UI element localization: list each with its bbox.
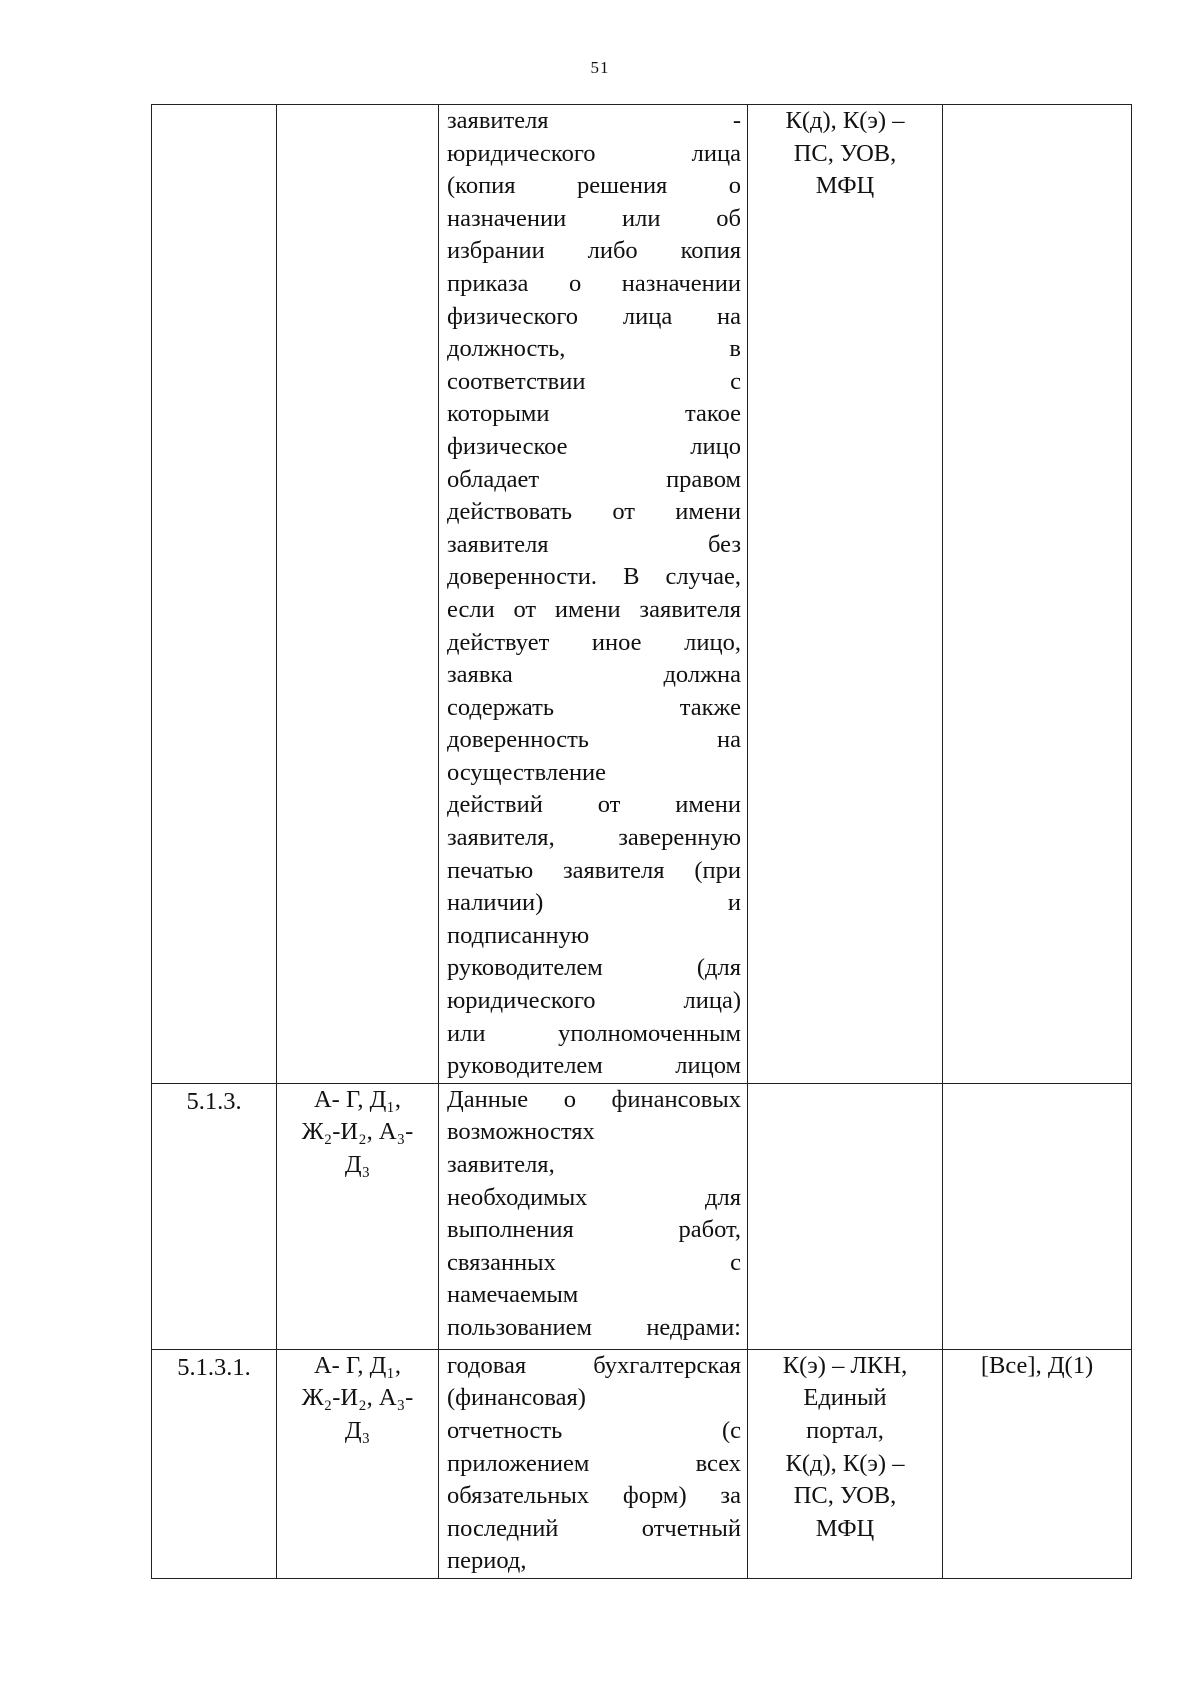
page-number: 51 — [590, 58, 610, 77]
submission-method-line: Единый — [803, 1384, 887, 1412]
requirements-table — [151, 104, 1132, 1579]
submission-method-line: портал, — [806, 1417, 884, 1444]
description-line: заявка должна — [447, 661, 741, 689]
description-line: должность, в — [447, 335, 741, 363]
description-cell — [439, 105, 748, 1084]
description-line: соответствии с — [447, 367, 741, 395]
submission-method-line: К(д), К(э) – — [785, 107, 905, 134]
submission-method-line: МФЦ — [815, 1514, 875, 1542]
description-line: обладает правом — [447, 465, 741, 493]
description-line: выполнения работ, — [447, 1216, 741, 1244]
description-line: избрании либо копия — [447, 237, 741, 265]
description-line: действий от имени — [447, 791, 741, 819]
description-line: заявителя без — [447, 530, 741, 558]
description-line: действует иное лицо, — [447, 628, 741, 656]
item-number: 5.1.3. — [186, 1087, 242, 1115]
item-number-cell — [152, 105, 277, 1084]
submission-method-line: МФЦ — [815, 172, 875, 200]
table-row — [152, 105, 1132, 1084]
description-line: доверенность на — [447, 726, 741, 754]
submission-method-line: ПС, УОВ, — [793, 1482, 897, 1510]
applicability-line: А- Г, Д₁, — [313, 1351, 401, 1379]
submission-method-cell — [748, 1349, 943, 1578]
submission-method-line: К(э) – ЛКН, — [782, 1351, 908, 1379]
submission-method-line: К(д), К(э) – — [785, 1449, 905, 1477]
description-line: физическое лицо — [447, 432, 741, 460]
description-line: осуществление — [447, 758, 607, 786]
description-line: возможностях — [447, 1118, 595, 1146]
description-line: отчетность (с — [447, 1417, 741, 1444]
description-line: обязательных форм) за — [447, 1482, 741, 1510]
description-line: подписанную — [447, 921, 590, 949]
item-number: 5.1.3.1. — [177, 1353, 251, 1381]
description-line: физического лица на — [447, 302, 741, 330]
applicability-cell — [277, 1349, 439, 1578]
description-line: юридического лица — [447, 139, 741, 167]
description-line: или уполномоченным — [447, 1019, 741, 1047]
applicability-line: Д₃ — [344, 1417, 371, 1444]
description-line: заявителя - — [447, 107, 741, 134]
description-line: необходимых для — [447, 1183, 741, 1211]
table-row — [152, 1083, 1132, 1349]
description-line: назначении или об — [447, 204, 741, 232]
applicability-cell — [277, 105, 439, 1084]
submission-method-cell — [748, 1083, 943, 1349]
description-line: связанных с — [447, 1248, 741, 1276]
conditions-cell — [943, 1349, 1132, 1578]
applicability-line: Д₃ — [344, 1151, 371, 1178]
description-line: последний отчетный — [447, 1514, 741, 1542]
description-line: наличии) и — [447, 889, 741, 917]
applicability-line: Ж₂-И₂, А₃- — [301, 1118, 414, 1146]
applicability-cell — [277, 1083, 439, 1349]
description-line: если от имени заявителя — [447, 595, 741, 623]
description-line: действовать от имени — [447, 498, 741, 526]
description-line: содержать также — [447, 693, 741, 721]
submission-method-line: ПС, УОВ, — [793, 139, 897, 167]
applicability-line: Ж₂-И₂, А₃- — [301, 1384, 414, 1412]
table-row — [152, 1349, 1132, 1578]
description-line: доверенности. В случае, — [447, 563, 741, 591]
description-line: которыми такое — [447, 400, 741, 428]
description-line: (копия решения о — [447, 172, 741, 200]
description-line: период, — [447, 1547, 527, 1575]
description-line: намечаемым — [447, 1281, 579, 1309]
description-line: руководителем (для — [447, 954, 741, 982]
conditions-cell — [943, 1083, 1132, 1349]
description-line: (финансовая) — [447, 1384, 586, 1412]
conditions-line: [Все], Д(1) — [980, 1351, 1094, 1379]
description-line: пользованием недрами: — [447, 1313, 741, 1341]
applicability-line: А- Г, Д₁, — [313, 1085, 401, 1113]
description-line: заявителя, заверенную — [447, 824, 741, 852]
description-cell — [439, 1083, 748, 1349]
description-line: печатью заявителя (при — [447, 856, 741, 884]
description-cell — [439, 1349, 748, 1578]
description-line: приказа о назначении — [447, 269, 741, 297]
description-line: приложением всех — [447, 1449, 741, 1477]
description-line: руководителем лицом — [447, 1052, 741, 1080]
item-number-cell — [152, 1349, 277, 1578]
description-line: Данные о финансовых — [447, 1085, 741, 1113]
submission-method-cell — [748, 105, 943, 1084]
conditions-cell — [943, 105, 1132, 1084]
description-line: годовая бухгалтерская — [447, 1351, 741, 1379]
description-line: юридического лица) — [447, 987, 741, 1015]
description-line: заявителя, — [447, 1151, 555, 1178]
item-number-cell — [152, 1083, 277, 1349]
